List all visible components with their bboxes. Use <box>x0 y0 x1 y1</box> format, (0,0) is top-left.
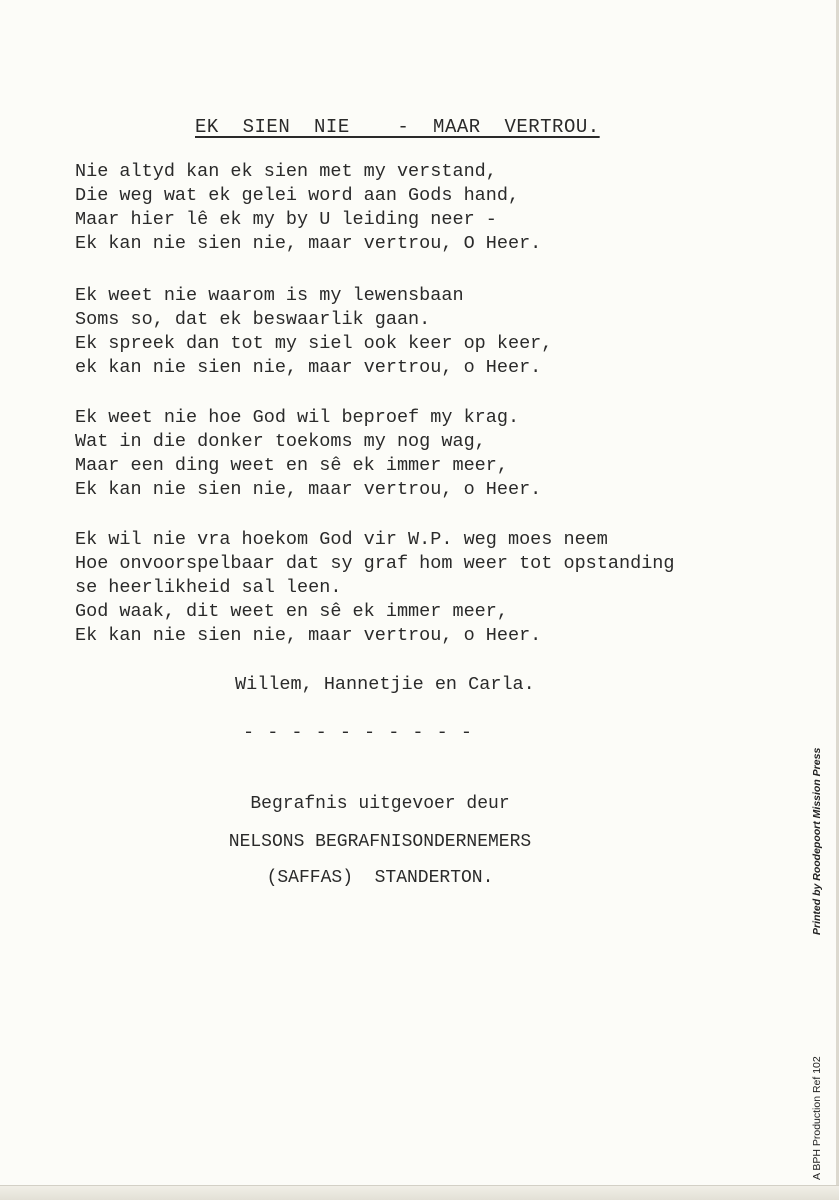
funeral-company: NELSONS BEGRAFNISONDERNEMERS <box>228 832 532 852</box>
production-reference: A BPH Production Ref 102 <box>811 1056 823 1180</box>
poem-line: Wat in die donker toekoms my nog wag, <box>75 431 486 452</box>
printer-credit: Printed by Roodepoort Mission Press <box>811 747 823 935</box>
poem-line: se heerlikheid sal leen. <box>75 577 342 598</box>
poem-line: Ek wil nie vra hoekom God vir W.P. weg moes neem <box>75 529 608 550</box>
poem-line: Ek weet nie waarom is my lewensbaan <box>75 285 464 306</box>
funeral-location: (SAFFAS) STANDERTON. <box>266 868 494 888</box>
stanza-3 <box>75 406 541 502</box>
poem-line: Ek kan nie sien nie, maar vertrou, o Heer. <box>75 625 542 646</box>
poem-line: Soms so, dat ek beswaarlik gaan. <box>75 309 431 330</box>
poem-line: Maar hier lê ek my by U leiding neer - <box>75 209 497 230</box>
stanza-1 <box>75 160 541 256</box>
poem-line: Ek spreek dan tot my siel ook keer op keer, <box>75 333 553 354</box>
poem-line: Die weg wat ek gelei word aan Gods hand, <box>75 185 520 206</box>
poem-line: Ek kan nie sien nie, maar vertrou, O Heer. <box>75 233 542 254</box>
poem-line: ek kan nie sien nie, maar vertrou, o Heer. <box>75 357 542 378</box>
poem-line: Ek kan nie sien nie, maar vertrou, o Heer. <box>75 479 542 500</box>
page-edge-bottom <box>0 1185 839 1200</box>
poem-line: Hoe onvoorspelbaar dat sy graf hom weer tot opstanding <box>75 553 675 574</box>
poem-line: God waak, dit weet en sê ek immer meer, <box>75 601 508 622</box>
poem-line: Nie altyd kan ek sien met my verstand, <box>75 161 497 182</box>
stanza-4 <box>75 528 675 648</box>
poem-line: Ek weet nie hoe God wil beproef my krag. <box>75 407 520 428</box>
poem-title: EK SIEN NIE - MAAR VERTROU. <box>195 116 600 138</box>
poem-line: Maar een ding weet en sê ek immer meer, <box>75 455 508 476</box>
stanza-2 <box>75 284 552 380</box>
funeral-note: Begrafnis uitgevoer deur <box>250 794 510 814</box>
separator-dashes: - - - - - - - - - - <box>243 722 473 743</box>
signature: Willem, Hannetjie en Carla. <box>235 674 535 695</box>
